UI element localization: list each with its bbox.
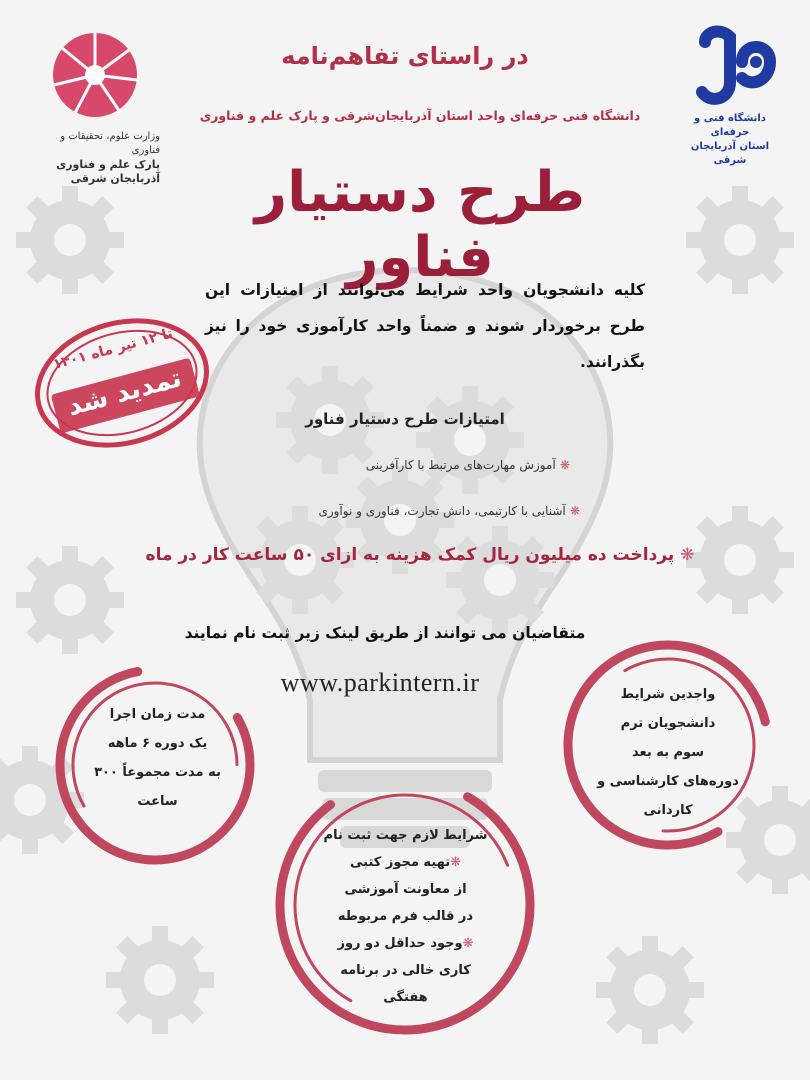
university-logo-caption-2: استان آذربایجان شرقی xyxy=(690,141,770,166)
requirements-line xyxy=(318,930,493,957)
duration-line: ساعت xyxy=(137,794,178,809)
park-logo-caption-1: وزارت علوم، تحقیقات و فناوری xyxy=(60,131,160,156)
page-title: طرح دستیار فناور xyxy=(254,160,586,290)
benefit-item-text: آموزش مهارت‌های مرتبط با کارآفرینی xyxy=(365,458,556,472)
eligibility-line: سوم به بعد xyxy=(631,745,704,760)
asterisk-icon: ❋ xyxy=(674,545,695,565)
intro-paragraph: کلیه دانشجویان واحد شرایط می‌توانند از امتیازات این طرح برخوردار شوند و ضمناً واحد کارآموزی خود را نیز بگذرانند. xyxy=(205,281,645,371)
duration-line: به مدت مجموعاً ۳۰۰ xyxy=(94,765,221,780)
eligibility-line: کاردانی xyxy=(643,803,693,818)
asterisk-icon: ❋ xyxy=(565,504,580,518)
asterisk-icon: ❋ xyxy=(555,458,570,472)
top-line: در راستای تفاهم‌نامه xyxy=(281,42,529,70)
park-logo-caption xyxy=(30,130,160,186)
stamp-main-text: تمدید شد xyxy=(64,363,185,423)
requirements-line: در قالب فرم مربوطه xyxy=(337,909,474,924)
requirements-line xyxy=(318,849,493,876)
university-logo-caption xyxy=(680,112,780,168)
duration-line: مدت زمان اجرا xyxy=(109,707,206,722)
eligibility-block xyxy=(588,680,748,825)
benefit-item xyxy=(250,458,570,472)
payment-text: پرداخت ده میلیون ریال کمک هزینه به ازای ۵۰ ساعت کار در ماه xyxy=(145,545,675,565)
eligibility-line: دوره‌های کارشناسی و xyxy=(597,774,739,789)
sub-line: دانشگاه فنی حرفه‌ای واحد استان آذربایجان‌شرقی و پارک علم و فناوری xyxy=(199,108,641,123)
website-link[interactable]: www.parkintern.ir xyxy=(280,668,480,697)
university-logo-caption-1: دانشگاه فنی و حرفه‌ای xyxy=(694,113,766,138)
requirements-line-text: تهیه مجوز کتبی xyxy=(350,855,451,870)
eligibility-line: واجدین شرایط xyxy=(620,687,716,702)
requirements-block xyxy=(318,822,493,1011)
duration-block xyxy=(80,700,235,816)
duration-line: یک دوره ۶ ماهه xyxy=(107,736,208,751)
eligibility-line: دانشجویان ترم xyxy=(620,716,716,731)
stamp-date: تا ۱۲ تیر ماه ۱۴۰۱ xyxy=(51,325,175,373)
requirements-line: کاری خالی در برنامه xyxy=(340,963,471,978)
payment-line xyxy=(100,545,740,565)
registration-cta: متقاضیان می توانند از طریق لینک زیر ثبت نام نمایند xyxy=(184,624,586,642)
park-logo-caption-2: پارک علم و فناوری آذربایجان شرقی xyxy=(56,158,160,185)
asterisk-icon: ❋ xyxy=(450,855,461,870)
benefit-item-text: آشنایی با کارتیمی، دانش تجارت، فناوری و نوآوری xyxy=(318,504,566,518)
requirements-line: از معاونت آموزشی xyxy=(344,882,467,897)
requirements-line: هفتگی xyxy=(383,990,428,1005)
requirements-line: شرایط لازم جهت ثبت نام xyxy=(323,828,488,843)
asterisk-icon: ❋ xyxy=(462,936,474,951)
requirements-line-text: وجود حداقل دو روز xyxy=(337,936,463,951)
benefit-item xyxy=(220,504,580,518)
benefits-title: امتیازات طرح دستیار فناور xyxy=(305,410,505,428)
